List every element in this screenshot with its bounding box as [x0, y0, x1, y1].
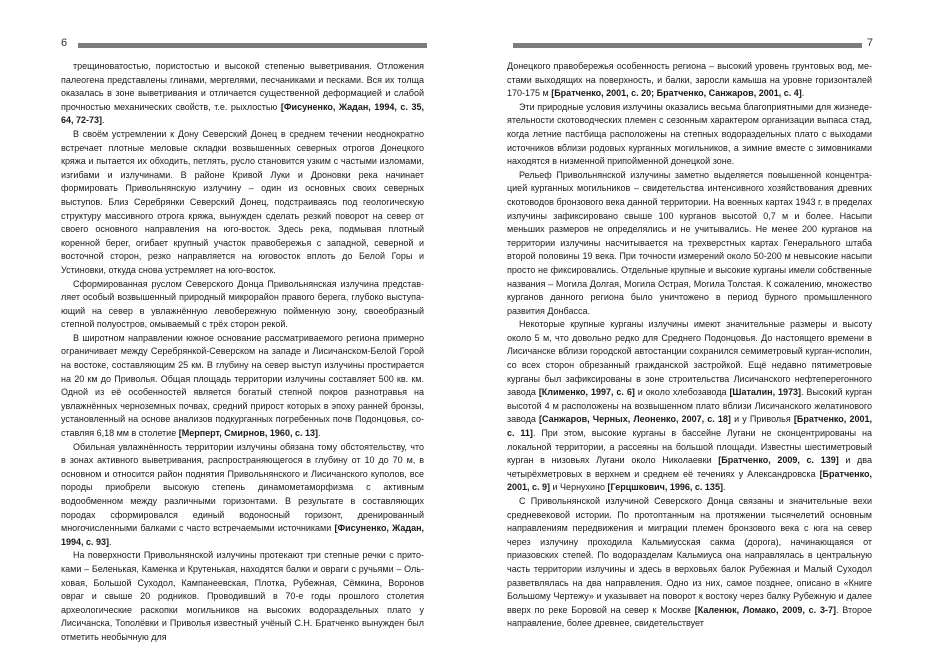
paragraph: [507, 101, 872, 169]
text-run: .: [109, 536, 112, 547]
text-run: .: [801, 88, 805, 99]
citation: [Каленюк, Ломако, 2009, с. 3-7]: [694, 604, 836, 615]
header-rule: [78, 43, 427, 48]
citation: [Фисуненко, Жадан, 1994, с. 93]: [61, 523, 425, 547]
paragraph: [61, 60, 424, 128]
citation: [Мерперт, Смирнов, 1960, с. 13]: [178, 428, 318, 439]
text-run: В своём устремлении к Дону Северский Донец в среднем течении неоднократно встречает плотные меловые складки возвышенных северных отрогов Донецкого кряжа и пытается их обходить, петлять, русло становится узким с частыми изломами, изгибами и излучинами. В районе Кривой Луки и Дроновки река начинает формировать Привольнянскую излучину – один из основных своих северных выступов. Близ Серебрянки Северский Донец, подстраиваясь под геологическую структуру массивного отрога кряжа, вынужден сделать резкий поворот на север от своего основного направления на юго-восток. Здесь река, подмывая плотный коренной берег, огибает крупный участок правобережья с западной, северной и восточной сторон, резко направляется на юговосток вплоть до Белой Горы и Устиновки, откуда снова устремляет на юго-восток.: [61, 128, 424, 275]
text-run: Некоторые крупные курганы излучины имеют значительные размеры и высоту около 5 м, что довольно редко для Среднего Подонцовья. До настоящего времени в Лисичанске вблизи городской автостанции сохранился семиметровый курган-исполин, со всех сторон обрезанный гражданской застройкой. Ещё недавно пятиметровые курганы был зафиксированы в зоне строительства Лисичанского нефтеперегонного завода: [507, 319, 872, 398]
citation: [Шаталин, 1973]: [729, 387, 802, 398]
paragraph: [507, 60, 872, 101]
text-run: Эти природные условия излучины оказались весьма благоприятными для жизнедеятельности скотоводческих племен с сезонным характером организации выпаса стад, когда летние пастбища расположены на степных водораздельных плато с выходами источников вблизи родовых курганных могильников, а зимние вместе с зимовниками находятся в низменной припойменной донецкой зоне.: [507, 101, 872, 167]
text-run: .: [722, 482, 726, 493]
text-run: и около хлебозавода: [634, 387, 730, 398]
citation: [Санжаров, Черных, Леоненко, 2007, с. 18]: [539, 414, 731, 425]
text-run: . Второе направление, более древнее, свидетельствует: [507, 604, 873, 629]
text-run: Рельеф Привольнянской излучины заметно выделяется повышенной концентрацией курганных могильников – свидетельства интенсивного хозяйствования древних скотоводов бронзового века данной территории. На военных картах 1943 г. в пределах излучины зафиксировано свыше 100 курганов высотой 0,7 м и более. Насыпи меньших размеров не определялись и не учитывались. Не менее 200 курганов на территории излучины насчитывается на трехверстных картах Генерального штаба второй половины 19 века. При точности измерений около 50-200 м невысокие насыпи просто не фиксировались. Отдельные крупные и высокие курганы имели собственные названия – Могила Долгая, Могила Острая, Могила Толстая. К сожалению, множество курганов данного региона было уничтожено в период бурного промышленного развития Донбасса.: [507, 169, 872, 316]
page-number: 7: [866, 37, 873, 49]
citation: [Братченко, 2001, с. 20; Братченко, Санжаров, 2001, с. 4]: [551, 88, 802, 99]
text-run: .: [317, 428, 321, 439]
citation: [Братченко, 2001, с. 11]: [507, 414, 872, 439]
text-run: и Чернухино: [550, 482, 608, 493]
citation: [Клименко, 1997, с. 6]: [538, 387, 635, 398]
text-run: .: [102, 115, 105, 126]
header-rule: [513, 43, 862, 48]
citation: [Герцшкович, 1996, с. 135]: [607, 482, 723, 493]
body-text: [61, 60, 424, 645]
paragraph: [61, 278, 424, 332]
page-number: 6: [61, 37, 68, 49]
body-text: [507, 60, 872, 631]
paragraph: [61, 128, 424, 278]
paragraph: [61, 332, 424, 441]
text-run: С Привольнянской излучиной Северского Донца связаны и значительные вехи средневековой истории. По протоптанным на протяжении тысячелетий основным направлениям передвижения и миграции племен бронзового века с юга на север через излучину проходила Кальмиусская сакма (дорога), начинающаяся от приазовских степей. По водоразделам Кальмиуса она направлялась в центральную часть территории излучины и здесь в верховьях балок Рубежная и Малый Суходол разветвлялась на два направления. Одно из них, самое позднее, описано в «Книге Большому Чертежу» и указывает на поворот к востоку через балку Рубежную и далее вверх по реке Боровой на север к Москве: [507, 496, 872, 615]
citation: [Братченко, 2001, с. 9]: [507, 468, 872, 493]
text-run: и у Приволья: [730, 414, 794, 425]
citation: [Фисуненко, Жадан, 1994, с. 35, 64, 72-73]: [61, 101, 424, 126]
text-run: В широтном направлении южное основание рассматриваемого региона примерно ограничивает между Серебрянкой-Северском на западе и Лисичанском-Белой Горой на востоке, составляющим 25 км. В глубину на север выступ излучины простирается на 20 км до Приволья. Общая площадь территории излучины составляет 500 кв. км. Одной из её особенностей является богатый степной покров разнотравья на увлажнённых черноземных почвах, средний прирост которых в эпоху ранней бронзы, установленный на основе анализов подкурганных погребенных почв Подонцовья, составляя 6,18 мм в столетие: [61, 332, 424, 439]
paragraph: [61, 549, 424, 644]
text-run: Сформированная руслом Северского Донца Привольнянская излучина представляет особый возвышенный природный микрорайон правого берега, глубоко выступающий на север в увлажнённую левобережную пойменную зону, своеобразный степной полуостров, омываемый с трёх сторон рекой.: [61, 278, 424, 330]
text-run: На поверхности Привольнянской излучины протекают три степные речки с притоками – Беленькая, Каменка и Крутенькая, находятся балки и овраги с ручьями – Ольховая, Большой Суходол, Кампанеевская, Плотка, Рубежная, Сёмкина, Воронов овраг и свыше 20 родников. Проводивший в 70-е годы прошлого столетия археологические раскопки могильников на высоких водораздельных плато у Лисичанска, Тополёвки и Приволья известный учёный С.Н. Братченко вынужден был отметить необычную для: [61, 550, 424, 642]
text-run: . При этом, высокие курганы в бассейне Лугани не сконцентрированы на локальной территории, а рассеяны на большой площади. Известны шестиметровый курган в низовьях Лугани около Николаевки: [507, 428, 872, 466]
paragraph: [507, 169, 872, 319]
left-page: [0, 0, 467, 661]
paragraph: [61, 441, 424, 550]
text-run: и два четырёхметровых в верхнем и среднем её течениях у Александровска: [507, 455, 872, 479]
paragraph: [507, 495, 872, 631]
text-run: Обильная увлажнённость территории излучины обязана тому обстоятельству, что в зонах активного выветривания, распространяющегося в глубину от 10 до 70 м, в основном и относится район поднятия Привольнянского и Лисичанского куполов, все породы приобрели высокую степень динамометаморфизма с активным водообменном между различными горизонтами. В результате в составляющих породах сформировался единый водоносный горизонт, дренированный многочисленными балками с часто встречаемыми источниками: [61, 441, 424, 534]
paragraph: [507, 318, 872, 495]
citation: [Братченко, 2009, с. 139]: [718, 455, 839, 466]
text-run: трещиноватостью, пористостью и высокой степенью выветривания. Отложения палеогена представлены глинами, мергелями, песчаниками и песками. Вся их толща оказалась в зоне выветривания и отличается существенной деформацией и слабой прочностью механических свойств, т.е. рыхлостью: [61, 61, 424, 112]
text-run: Донецкого правобережья особенность региона – высокий уровень грунтовых вод, местами выходящих на поверхность, и балки, заросли камыша на уровне горизонталей 170-175 м: [507, 61, 872, 99]
text-run: . Высокий курган высотой 4 м расположены на возвышенном плато вблизи Лисичанского желатинового завода: [507, 387, 872, 425]
right-page: [467, 0, 935, 661]
